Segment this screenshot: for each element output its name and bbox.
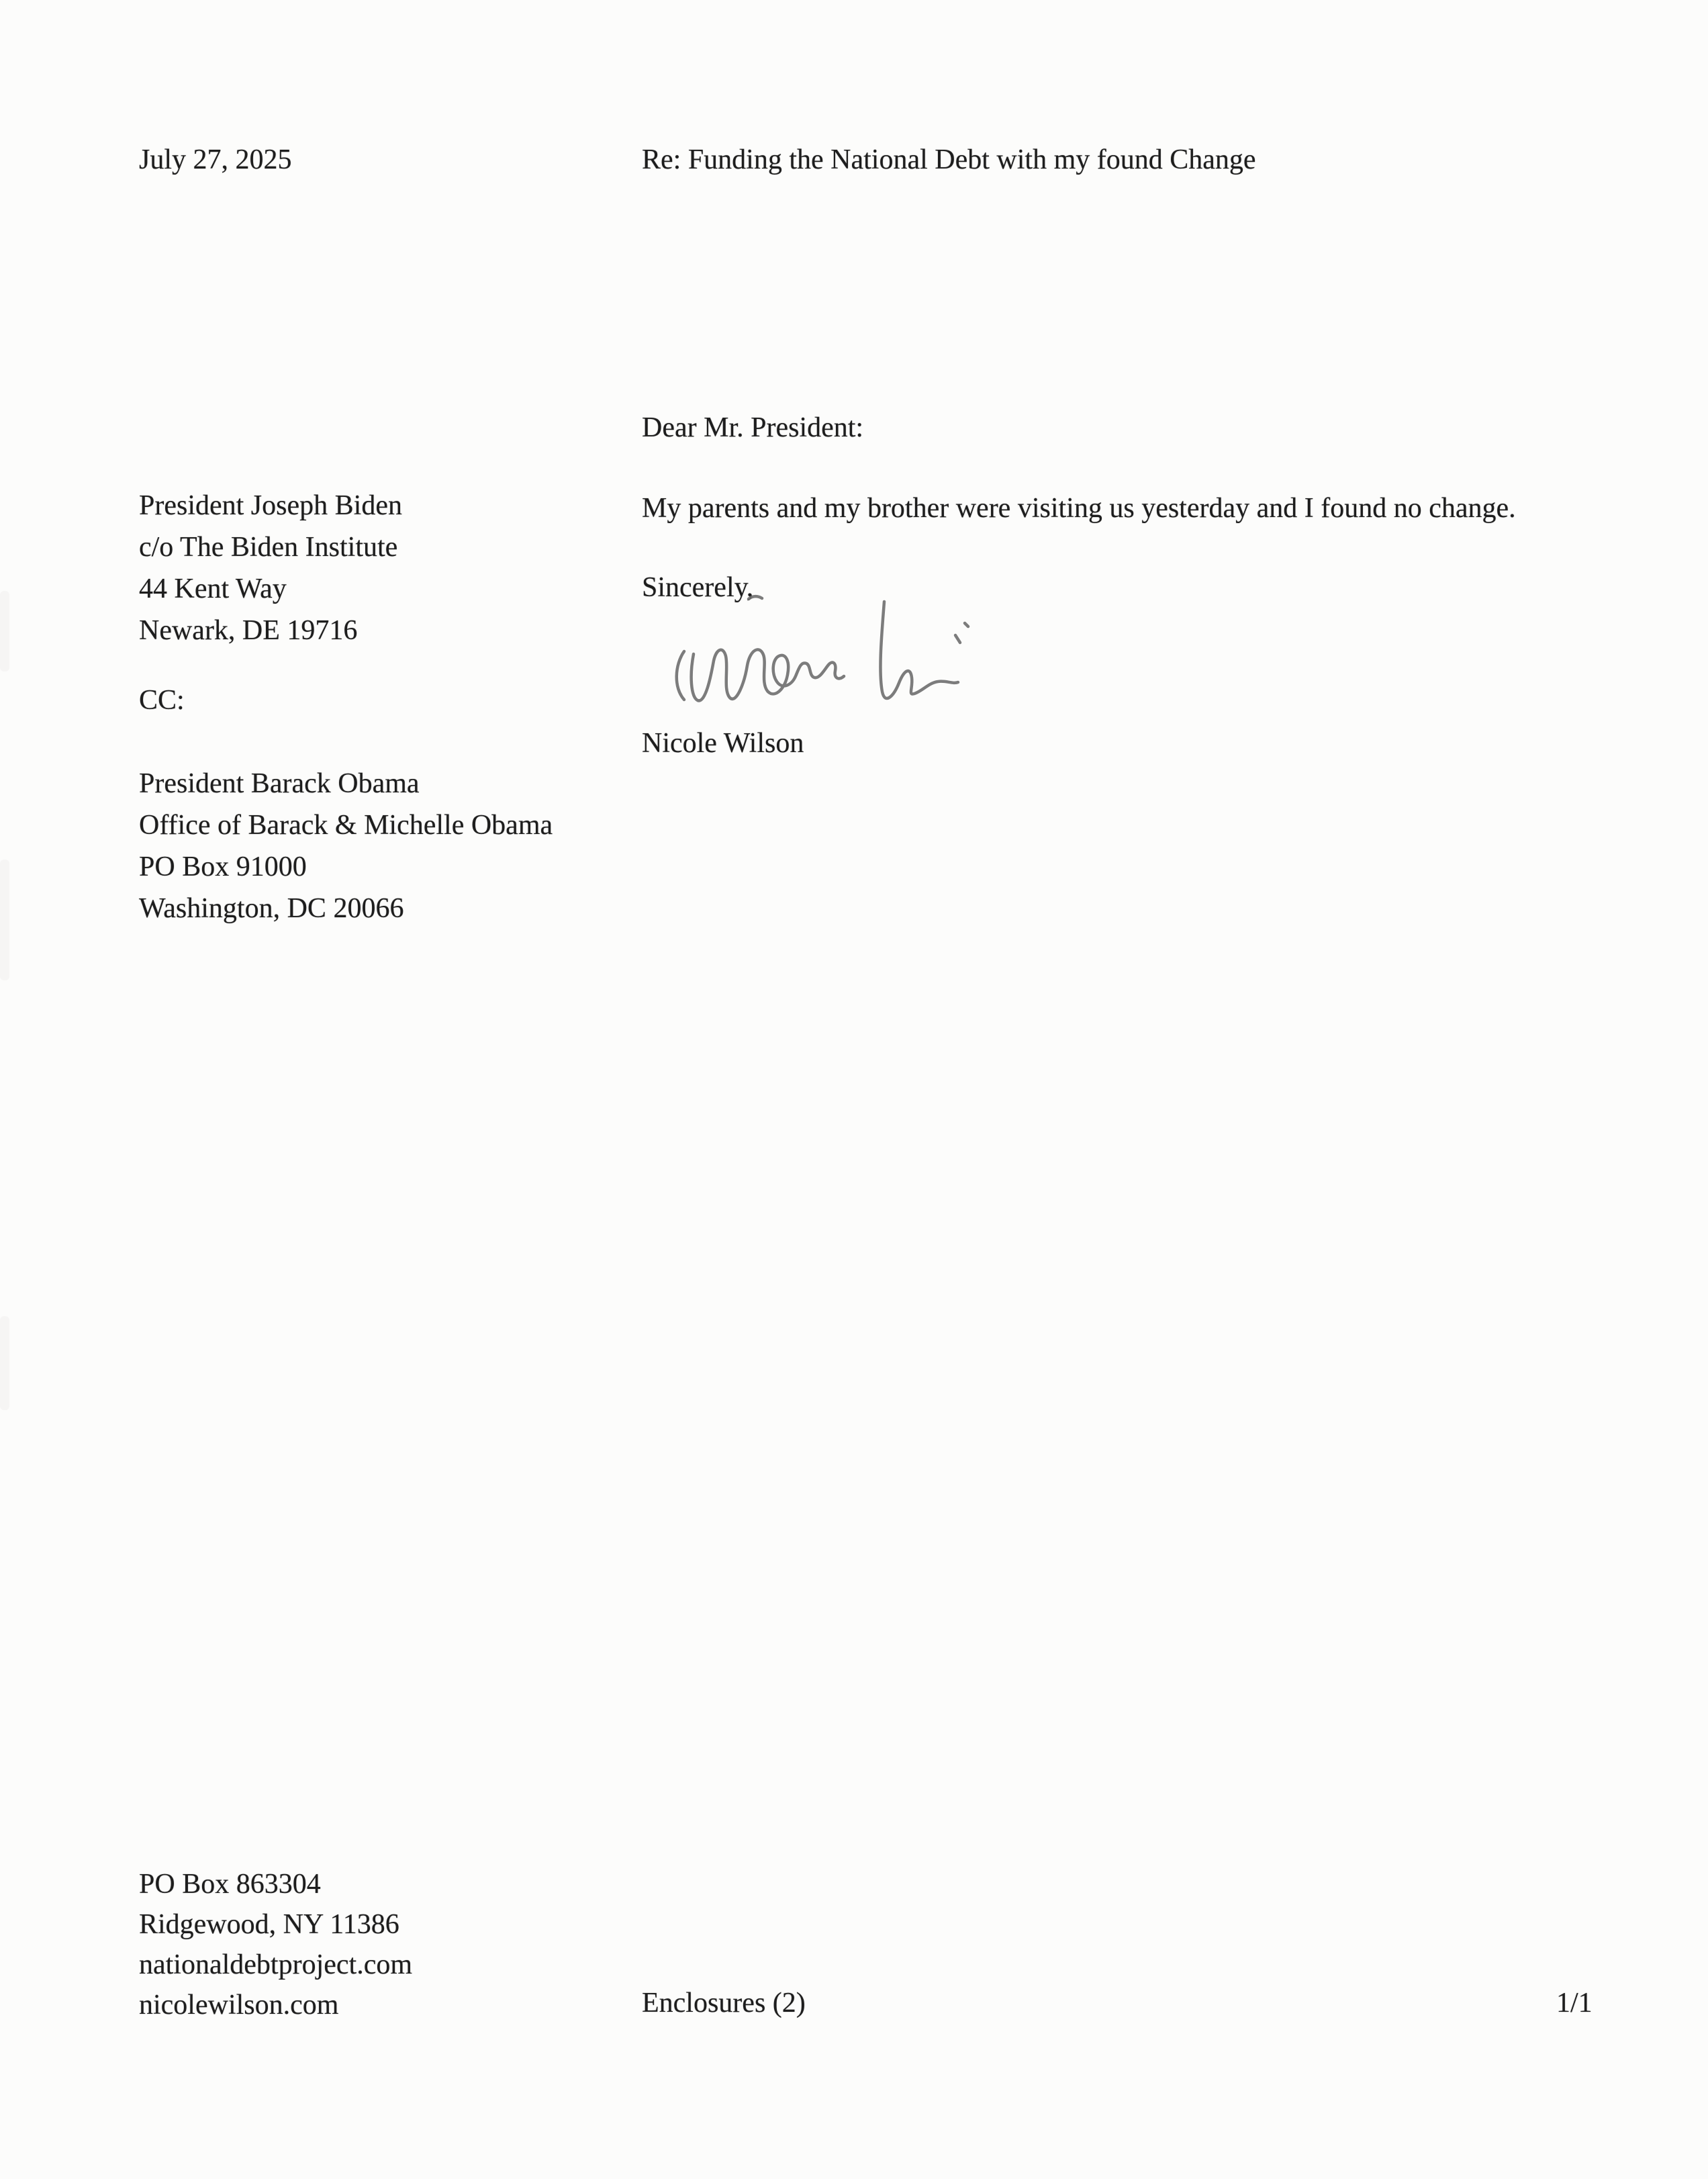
salutation: Dear Mr. President: <box>642 412 864 443</box>
signer-name: Nicole Wilson <box>642 728 804 759</box>
scan-artifact <box>0 591 9 671</box>
body-paragraph: My parents and my brother were visiting us yesterday and I found no change. <box>642 493 1516 524</box>
recipient-line: 44 Kent Way <box>139 573 287 604</box>
cc-address <box>139 763 553 929</box>
cc-line: President Barack Obama <box>139 768 420 799</box>
scan-artifact <box>0 1316 9 1410</box>
subject-line: Re: Funding the National Debt with my found Change <box>642 144 1256 175</box>
closing: Sincerely, <box>642 572 754 603</box>
recipient-line: President Joseph Biden <box>139 490 402 521</box>
sender-po-box: PO Box 863304 <box>139 1869 321 1900</box>
cc-line: Washington, DC 20066 <box>139 893 404 924</box>
letter-date: July 27, 2025 <box>139 144 292 175</box>
recipient-line: c/o The Biden Institute <box>139 532 398 563</box>
scan-artifact <box>0 860 9 980</box>
cc-label: CC: <box>139 685 185 716</box>
enclosures-note: Enclosures (2) <box>642 1988 806 2019</box>
sender-city: Ridgewood, NY 11386 <box>139 1909 399 1940</box>
sender-website-personal: nicolewilson.com <box>139 1990 339 2021</box>
sender-website-project: nationaldebtproject.com <box>139 1949 413 1980</box>
page-number: 1/1 <box>1556 1988 1593 2019</box>
recipient-address <box>139 485 402 651</box>
recipient-line: Newark, DE 19716 <box>139 615 358 646</box>
sender-address <box>139 1864 412 2025</box>
cc-line: PO Box 91000 <box>139 851 307 882</box>
cc-line: Office of Barack & Michelle Obama <box>139 810 553 841</box>
